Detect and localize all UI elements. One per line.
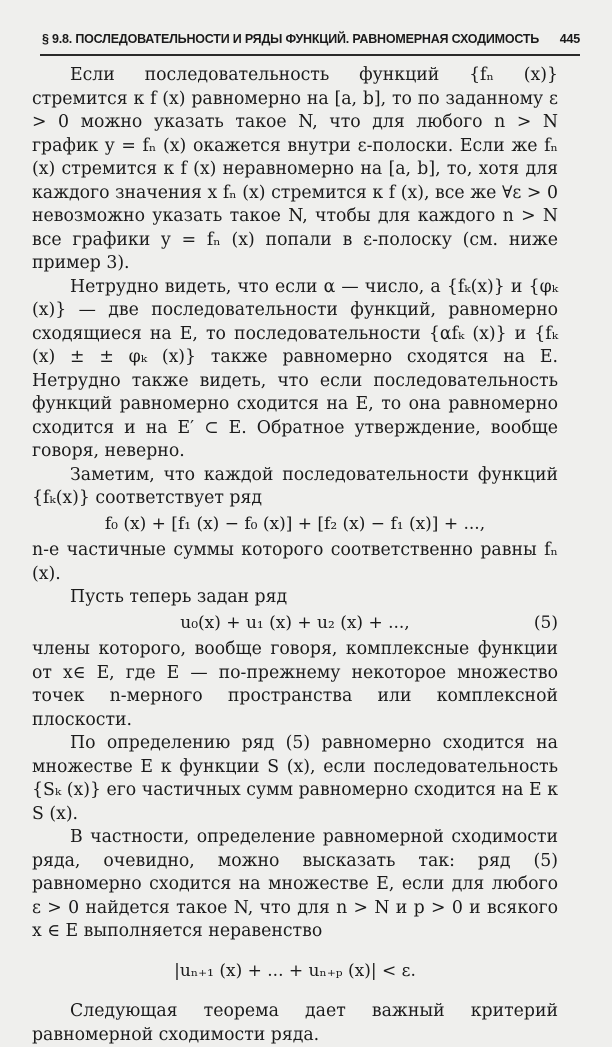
paragraph-partial-sums: n-е частичные суммы которого соответственно равны fₙ (x). xyxy=(32,540,558,584)
formula-series-from-sequence: f₀ (x) + [f₁ (x) − f₀ (x)] + [f₂ (x) − f₁ (x)] + ..., xyxy=(104,513,486,534)
formula-series-5-body: u₀(x) + u₁ (x) + u₂ (x) + ..., xyxy=(180,612,410,633)
page-body xyxy=(32,64,558,1047)
paragraph-sequence-to-series: Заметим, что каждой последовательности функций {fₖ(x)} соответствует ряд xyxy=(32,464,558,508)
paragraph-cauchy-definition: В частности, определение равномерной сходимости ряда, очевидно, можно высказать так: ряд (5) равномерно сходится на множестве E, если для любого ε > 0 найдется такое N, что для n > N и p > 0 и всякого x ∈ E выполняется неравенство xyxy=(32,827,558,941)
paragraph-sequence-properties: Нетрудно видеть, что если α — число, а {fₖ(x)} и {φₖ (x)} — две последовательности функций, равномерно сходящиеся на E, то последовательности {αfₖ (x)} и {fₖ (x) ± ± φₖ (x)} также равномерно сходятся на E. Нетрудно также видеть, что если последовательность функций равномерно сходится на E, то она равномерно сходится и на E′ ⊂ E. Обратное утверждение, вообще говоря, неверно. xyxy=(32,276,558,461)
paragraph-definition: По определению ряд (5) равномерно сходится на множестве E к функции S (x), если последовательность {Sₖ (x)} его частичных сумм равномерно сходится на E к S (x). xyxy=(32,733,558,824)
paragraph-uniform-convergence-graph: Если последовательность функций {fₙ (x)} стремится к f (x) равномерно на [a, b], то по заданному ε > 0 можно указать такое N, что для любого n > N график y = fₙ (x) окажется внутри ε-полоски. Если же fₙ (x) стремится к f (x) неравномерно на [a, b], то, хотя для каждого значения x fₙ (x) стремится к f (x), все же ∀ε > 0 невозможно указать такое N, чтобы для каждого n > N все графики y = fₙ (x) попали в ε-полоску (см. ниже пример 3). xyxy=(32,65,558,273)
running-header xyxy=(40,26,580,56)
section-title: § 9.8. ПОСЛЕДОВАТЕЛЬНОСТИ И РЯДЫ ФУНКЦИЙ. РАВНОМЕРНАЯ СХОДИМОСТЬ xyxy=(42,32,540,46)
page-number: 445 xyxy=(559,32,580,46)
equation-number: (5) xyxy=(533,612,558,633)
formula-series-5 xyxy=(32,612,558,636)
paragraph-series-terms: члены которого, вообще говоря, комплексные функции от x∈ E, где E — по-прежнему некоторое множество точек n-мерного пространства или комплексной плоскости. xyxy=(32,639,558,730)
paragraph-let-series: Пусть теперь задан ряд xyxy=(70,587,288,607)
paragraph-next-theorem: Следующая теорема дает важный критерий равномерной сходимости ряда. xyxy=(32,1001,558,1045)
formula-cauchy-inequality: |uₙ₊₁ (x) + ... + uₙ₊ₚ (x)| < ε. xyxy=(174,960,416,981)
